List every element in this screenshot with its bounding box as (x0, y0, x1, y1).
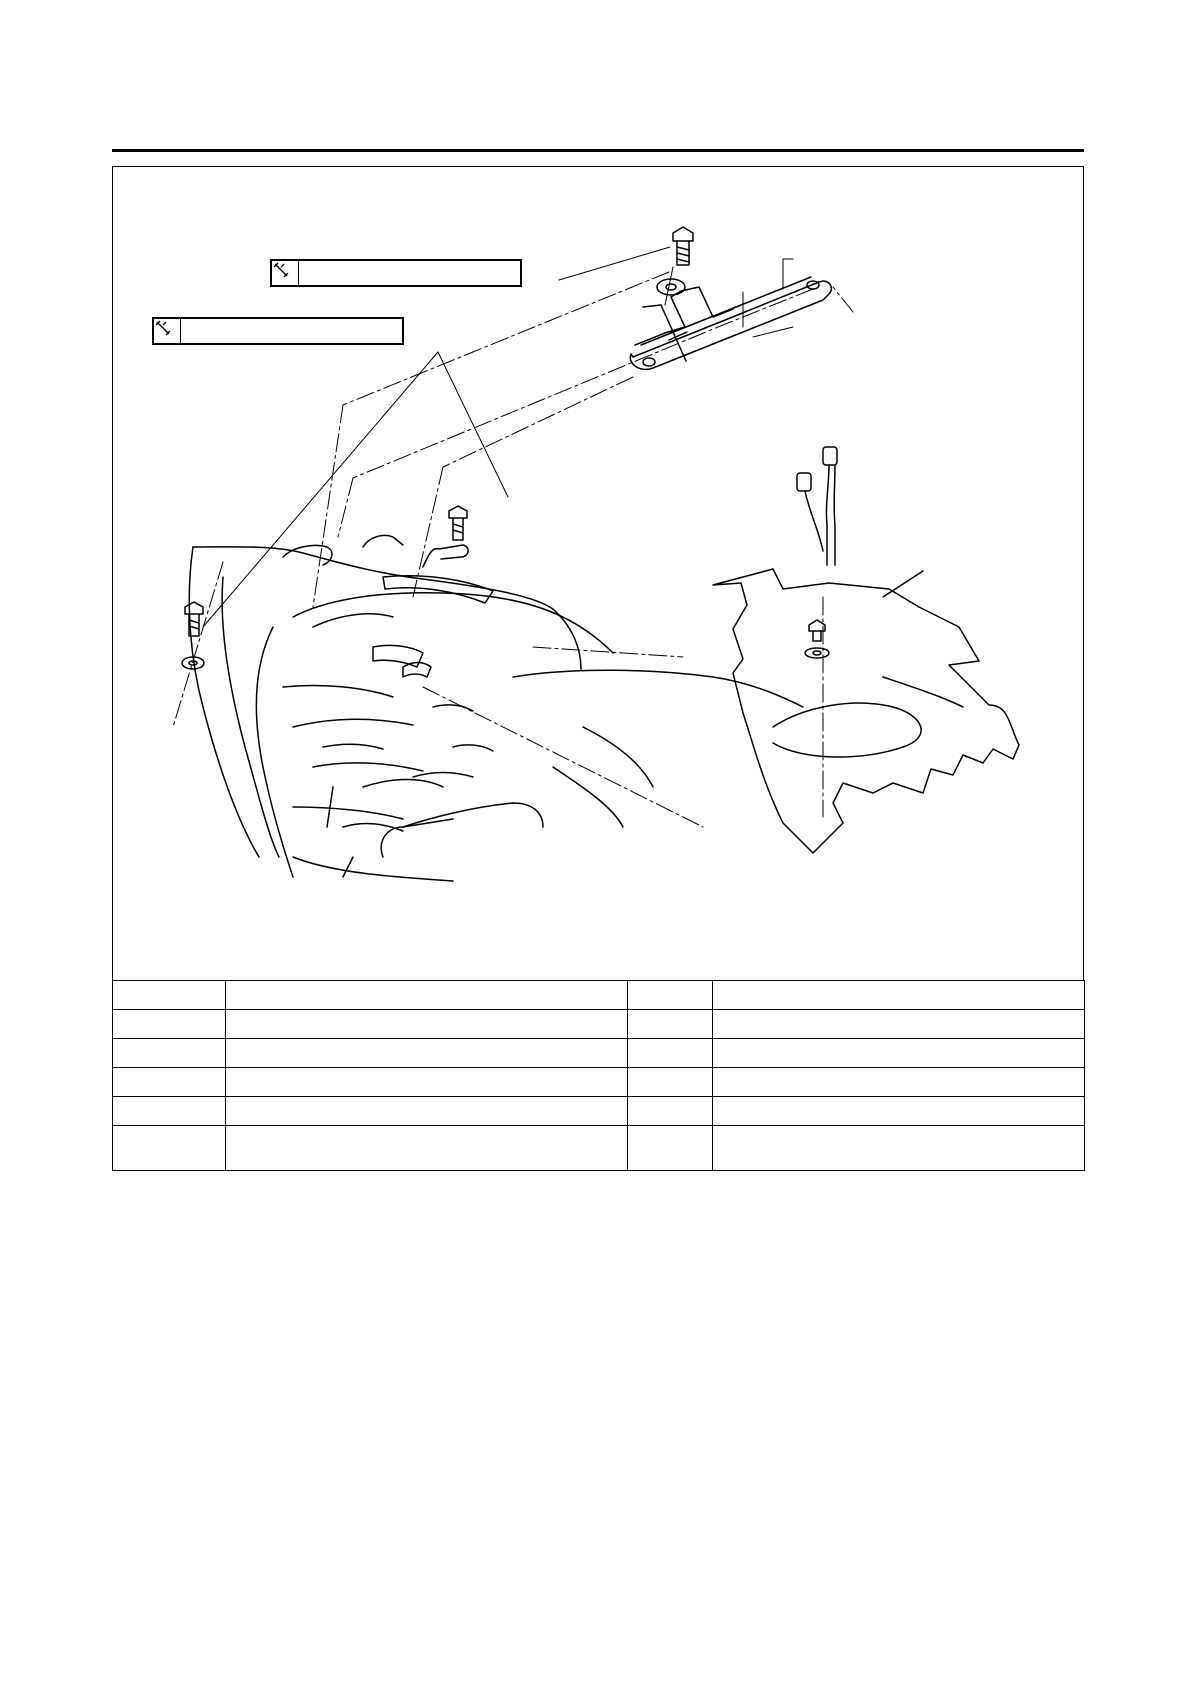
exploded-view-illustration (113, 167, 1083, 981)
clamp-part (423, 545, 468, 567)
washer-icon (657, 279, 685, 295)
table-row (113, 1068, 1085, 1097)
table-row (113, 1097, 1085, 1126)
table-cell (113, 1068, 226, 1097)
table-cell (713, 1039, 1085, 1068)
torque-wrench-icon (154, 319, 181, 343)
table-cell (226, 1126, 628, 1171)
hose-part (383, 576, 493, 603)
table-cell (226, 1097, 628, 1126)
table-cell (713, 1097, 1085, 1126)
bracket-part (630, 277, 831, 369)
table-cell (628, 1126, 713, 1171)
table-cell (113, 981, 226, 1010)
table-cell (113, 1039, 226, 1068)
table-cell (113, 1010, 226, 1039)
screw-icon-right (805, 620, 829, 658)
table-cell (628, 1039, 713, 1068)
table-row (113, 981, 1085, 1010)
table-cell (713, 1068, 1085, 1097)
table-cell (713, 1010, 1085, 1039)
table-cell (628, 1068, 713, 1097)
table-cell (113, 1126, 226, 1171)
bolt-icon (673, 227, 693, 265)
page-header-rule (112, 149, 1084, 152)
wire-connector-part (797, 447, 837, 565)
table-cell (628, 981, 713, 1010)
table-row (113, 1010, 1085, 1039)
table-cell (226, 981, 628, 1010)
bolt-icon-left (185, 602, 203, 636)
table-cell (628, 1010, 713, 1039)
vehicle-frame-drawing (189, 535, 803, 881)
table-cell (226, 1068, 628, 1097)
table-cell (713, 1126, 1085, 1171)
torque-spec-label-2 (152, 317, 404, 345)
table-row (113, 1039, 1085, 1068)
parts-list-table (112, 980, 1085, 1171)
side-cover-panel (713, 569, 1019, 853)
table-cell (226, 1039, 628, 1068)
table-cell (713, 981, 1085, 1010)
table-cell (113, 1097, 226, 1126)
table-row (113, 1126, 1085, 1171)
bolt-icon-center (449, 506, 467, 540)
torque-spec-label-1 (270, 259, 522, 287)
torque-wrench-icon (272, 261, 299, 285)
exploded-diagram-frame (112, 166, 1084, 981)
table-cell (628, 1097, 713, 1126)
table-cell (226, 1010, 628, 1039)
